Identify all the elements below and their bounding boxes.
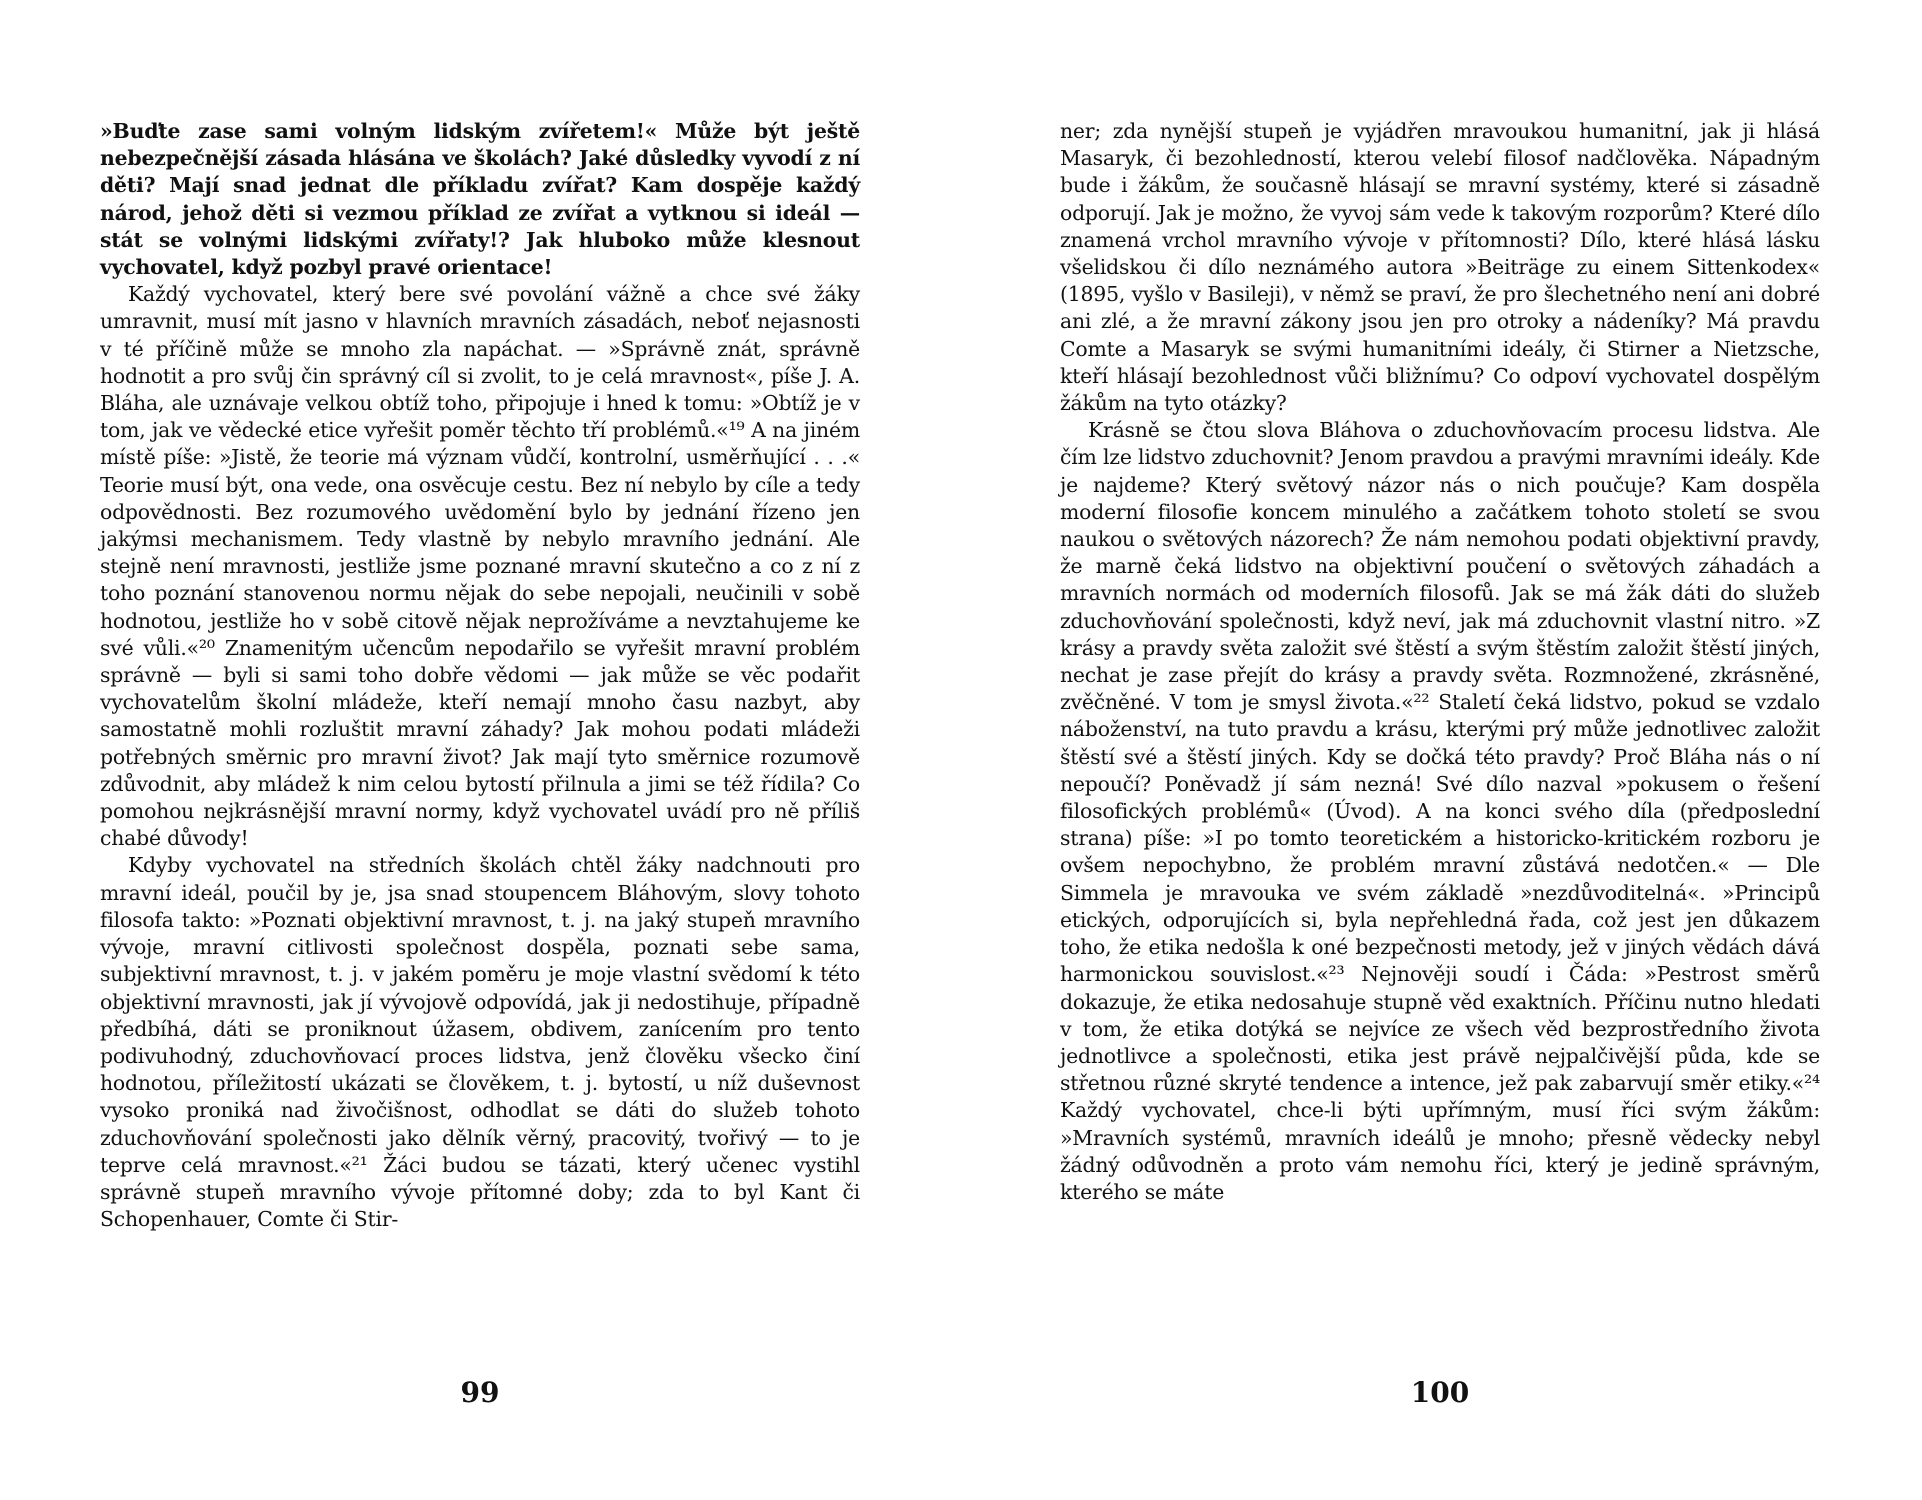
page-number: 100	[1410, 1376, 1470, 1409]
paragraph: Každý vychovatel, který bere své povolání vážně a chce své žáky umravnit, musí mít jasno v hlavních mravních zásadách, neboť nejasnosti v té příčině může se mnoho zla napáchat. — »Správně znát, správně hodnotit a pro svůj čin správný cíl si zvolit, to je celá mravnost«, píše J. A. Bláha, ale uznávaje velkou obtíž toho, připojuje i hned k tomu: »Obtíž je v tom, jak ve vědecké etice vyřešit poměr těchto tří problémů.«¹⁹ A na jiném místě píše: »Jistě, že teorie má význam vůdčí, kontrolní, usměrňující . . .« Teorie musí být, ona vede, ona osvěcuje cestu. Bez ní nebylo by cíle a tedy odpovědnosti. Bez rozumového uvědomění bylo by jednání řízeno jen jakýmsi mechanismem. Tedy vlastně by nebylo mravního jednání. Ale stejně není mravnosti, jestliže jsme poznané mravní skutečno a co z ní z toho poznání stanovenou normu nějak do sebe nepojali, neučinili v sobě hodnotou, jestliže ho v sobě citově nějak neprožíváme a nevztahujeme ke své vůli.«²⁰ Znamenitým učencům nepodařilo se vyřešit mravní problém správně — byli si sami toho dobře vědomi — jak může se věc podařit vychovatelům školní mládeže, kteří nemají mnoho času nazbyt, aby samostatně mohli rozluštit mravní záhady? Jak mohou podati mládeži potřebných směrnic pro mravní život? Jak mají tyto směrnice rozumově zdůvodnit, aby mládež k nim celou bytostí přilnula a jimi se též řídila? Co pomohou nejkrásnější mravní normy, když vychovatel uvádí pro ně příliš chabé důvody!	[100, 282, 860, 851]
paragraph: Kdyby vychovatel na středních školách chtěl žáky nadchnouti pro mravní ideál, poučil by je, jsa snad stoupencem Bláhovým, slovy tohoto filosofa takto: »Poznati objektivní mravnost, t. j. na jaký stupeň mravního vývoje, mravní citlivosti společnost dospěla, poznati sebe sama, subjektivní mravnost, t. j. v jakém poměru je moje vlastní svědomí k této objektivní mravnosti, jak jí vývojově odpovídá, jak ji nedostihuje, případně předbíhá, dáti se proniknout úžasem, obdivem, zanícením pro tento podivuhodný, zduchovňovací proces lidstva, jenž člověku všecko činí hodnotou, příležitostí ukázati se člověkem, t. j. bytostí, u níž duševnost vysoko proniká nad živočišnost, odhodlat se dáti do služeb tohoto zduchovňování společnosti jako dělník věrný, pracovitý, tvořivý — to je teprve celá mravnost.«²¹ Žáci budou se tázati, který učenec vystihl správně stupeň mravního vývoje přítomné doby; zda to byl Kant či Schopenhauer, Comte či Stir-	[100, 853, 860, 1232]
paragraph: »Buďte zase sami volným lidským zvířetem!« Může být ještě nebezpečnější zásada hlásána ve školách? Jaké důsledky vyvodí z ní děti? Mají snad jednat dle příkladu zvířat? Kam dospěje každý národ, jehož děti si vezmou příklad ze zvířat a vytknou si ideál — stát se volnými lidskými zvířaty!? Jak hluboko může klesnout vychovatel, když pozbyl pravé orientace!	[100, 119, 860, 280]
right-page	[1060, 118, 1820, 1418]
paragraph: ner; zda nynější stupeň je vyjádřen mravoukou humanitní, jak ji hlásá Masaryk, či bezohledností, kterou velebí filosof nadčlověka. Nápadným bude i žákům, že současně hlásají se mravní systémy, které si zásadně odporují. Jak je možno, že vyvoj sám vede k takovým rozporům? Které dílo znamená vrchol mravního vývoje v přítomnosti? Dílo, které hlásá lásku všelidskou či dílo neznámého autora »Beiträge zu einem Sittenkodex« (1895, vyšlo v Basileji), v němž se praví, že pro šlechetného není ani dobré ani zlé, a že mravní zákony jsou jen pro otroky a nádeníky? Má pravdu Comte a Masaryk se svými humanitními ideály, či Stirner a Nietzsche, kteří hlásají bezohlednost vůči bližnímu? Co odpoví vychovatel dospělým žákům na tyto otázky?	[1060, 119, 1820, 416]
left-page-text	[100, 118, 860, 1233]
left-page	[100, 118, 860, 1418]
page-number: 99	[460, 1376, 500, 1409]
right-page-text	[1060, 118, 1820, 1206]
paragraph: Krásně se čtou slova Bláhova o zduchovňovacím procesu lidstva. Ale čím lze lidstvo zduchovnit? Jenom pravdou a pravými mravními ideály. Kde je najdeme? Který světový názor nás o nich poučuje? Kam dospěla moderní filosofie koncem minulého a začátkem tohoto století se svou naukou o světových názorech? Že nám nemohou podati objektivní pravdy, že marně čeká lidstvo na objektivní poučení o světových záhadách a mravních normách od moderních filosofů. Jak se má žák dáti do služeb zduchovňování společnosti, když neví, jak má zduchovnit vlastní nitro. »Z krásy a pravdy světa založit své štěstí a svým štěstím založit štěstí jiných, nechat je zase přejít do krásy a pravdy světa. Rozmnožené, zkrásněné, zvěčněné. V tom je smysl života.«²² Staletí čeká lidstvo, pokud se vzdalo náboženství, na tuto pravdu a krásu, kterými prý může jednotlivec založit štěstí své a štěstí jiných. Kdy se dočká této pravdy? Proč Bláha nás o ní nepoučí? Poněvadž jí sám nezná! Své dílo nazval »pokusem o řešení filosofických problémů« (Úvod). A na konci svého díla (předposlední strana) píše: »I po tomto teoretickém a historicko-kritickém rozboru je ovšem nepochybno, že problém mravní zůstává nedotčen.« — Dle Simmela je mravouka ve svém základě »nezdůvoditelná«. »Principů etických, odporujících si, byla nepřehledná řada, což jest jen důkazem toho, že etika nedošla k oné bezpečnosti metody, jež v jiných vědách dává harmonickou souvislost.«²³ Nejnověji soudí i Čáda: »Pestrost směrů dokazuje, že etika nedosahuje stupně věd exaktních. Příčinu nutno hledati v tom, že etika dotýká se nejvíce ze všech věd bezprostředního života jednotlivce a společnosti, etika jest právě nejpalčivější půda, kde se střetnou různé skryté tendence a intence, jež pak zabarvují směr etiky.«²⁴ Každý vychovatel, chce-li býti upřímným, musí říci svým žákům: »Mravních systémů, mravních ideálů je mnoho; přesně vědecky nebyl žádný odůvodněn a proto vám nemohu říci, který je jedině správným, kterého se máte	[1060, 418, 1820, 1204]
